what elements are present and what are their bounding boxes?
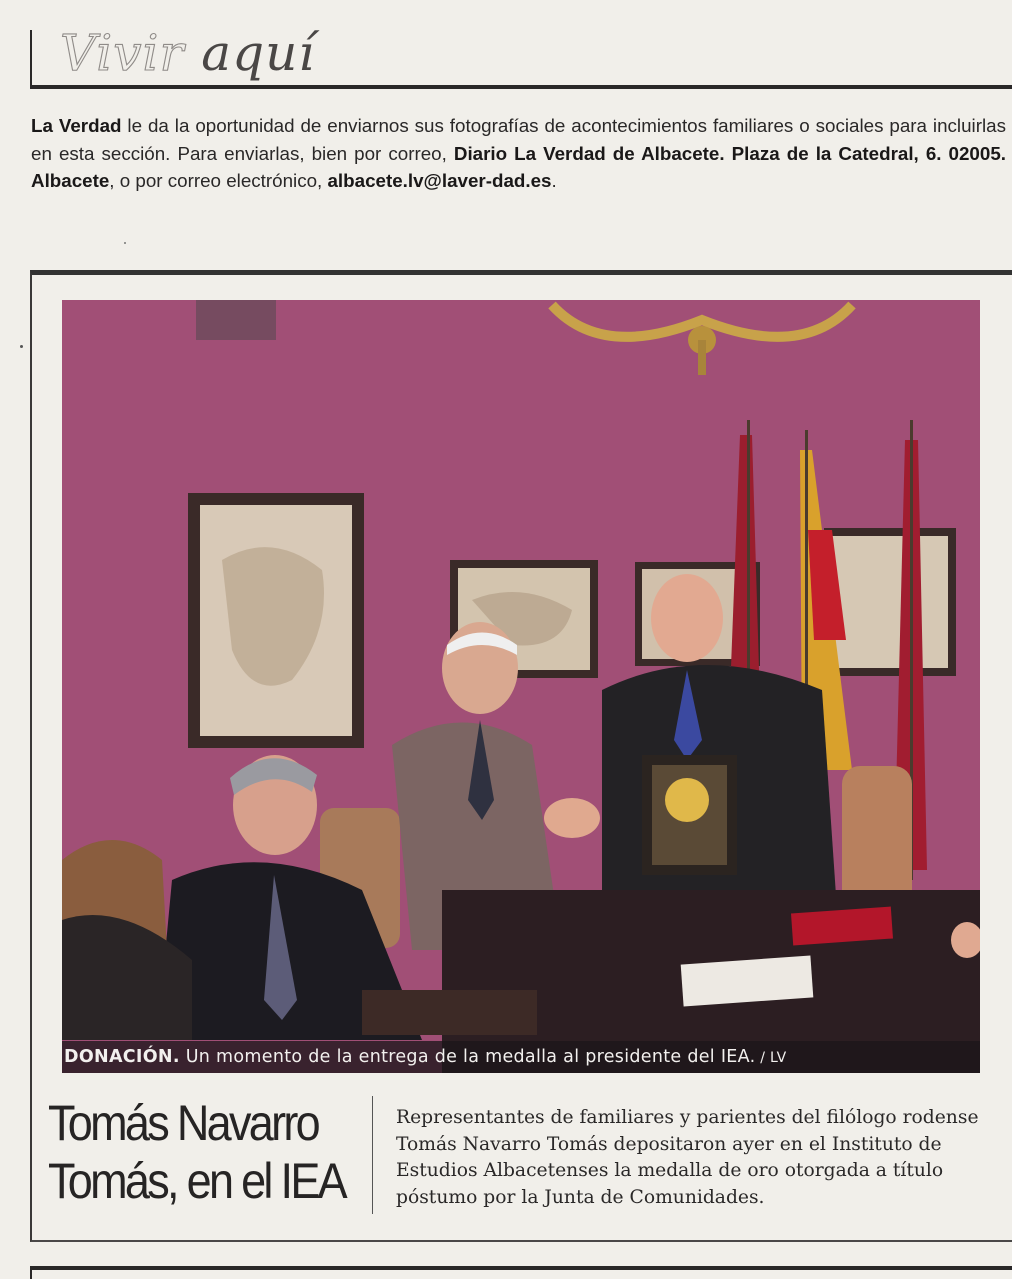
framed-item-table [362,990,537,1035]
news-photo [62,300,980,1073]
print-speck [20,345,23,348]
bottom-rule [30,1266,1012,1270]
section-title-light: Vivir [60,24,185,82]
caption-credit: / LV [755,1050,787,1066]
intro-text-1: le da la oportunidad de enviarnos sus fotografías de acontecimientos familiares o sociales para incluirlas en esta sección. Para enviarlas, bien por correo, [31,115,1006,164]
intro-brand: La Verdad [31,115,122,136]
headline-line-2: Tomás, en el IEA [48,1153,345,1209]
section-rule-left [30,30,32,86]
intro-email: albacete.lv@laver-dad.es [327,170,552,191]
handshake [544,798,600,838]
intro-text-3: . [551,170,557,191]
section-title-dark: aquí [201,24,316,82]
map-frame-left [188,493,364,748]
print-speck [124,242,126,244]
intro-text-2: , o por correo electrónico, [109,170,328,191]
section-title [60,22,315,84]
air-vent [196,300,276,340]
bottom-rule-left [30,1266,32,1279]
column-rule [372,1096,373,1214]
photo-caption [62,1041,980,1073]
article-lead: Representantes de familiares y parientes del filólogo rodense Tomás Navarro Tomás depositaron ayer en el Instituto de Estudios Albacetenses la medalla de oro otorgada a título póstumo por la Junta de Comunidades. [396,1107,979,1208]
top-rule [30,85,1012,89]
article-headline [48,1094,345,1210]
caption-label: DONACIÓN. [64,1047,180,1067]
intro-paragraph [31,112,1006,195]
caption-text: Un momento de la entrega de la medalla al presidente del IEA. [179,1047,756,1067]
headline-line-1: Tomás Navarro [48,1095,318,1151]
intro-address: Diario La Verdad de Albacete. Plaza de la Catedral, 6. 02005. Albacete [31,142,1006,191]
photo-illustration [62,300,980,1073]
